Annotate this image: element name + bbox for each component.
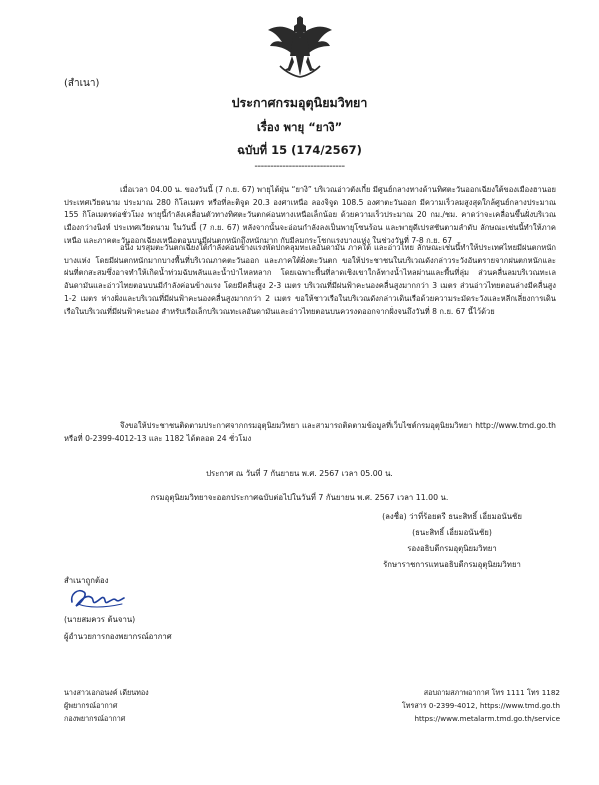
certifier-name: (นายสมควร ต้นจาน)	[64, 615, 136, 624]
paragraph-follow-updates: จึงขอให้ประชาชนติดตามประกาศจากกรมอุตุนิยมวิทยา และสามารถติดตามข้อมูลที่เว็บไซต์กรมอุตุนิยมวิทยา http://www.tmd.go.th หรือที่ 0-2399-4012-13 และ 1182 ได้ตลอด 24 ชั่วโมง	[64, 421, 556, 443]
next-issue-notice: กรมอุตุนิยมวิทยาจะออกประกาศฉบับต่อไปในวันที่ 7 กันยายน พ.ศ. 2567 เวลา 11.00 น.	[150, 493, 449, 502]
signer-name: (ธนะสิทธิ์ เอี่ยมอนันชัย)	[412, 528, 492, 537]
signer-acting-position: รักษาราชการแทนอธิบดีกรมอุตุนิยมวิทยา	[383, 560, 521, 569]
garuda-emblem-icon	[266, 16, 334, 78]
footer-right-line[interactable]: https://www.metalarm.tmd.go.th/service	[414, 714, 560, 723]
document-title: ประกาศกรมอุตุนิยมวิทยา	[231, 95, 368, 110]
footer-left-line: นางสาวเอกอนงค์ เดียนทอง	[64, 688, 149, 697]
footer-right-line: สอบถามสภาพอากาศ โทร 1111 โทร 1182	[423, 688, 560, 697]
certifier-position: ผู้อำนวยการกองพยากรณ์อากาศ	[64, 632, 172, 641]
paragraph-monsoon-warning: อนึ่ง มรสุมตะวันตกเฉียงใต้กำลังค่อนข้างแรงพัดปกคลุมทะเลอันดามัน ภาคใต้ และอ่าวไทย ลักษณะเช่นนี้ทำให้ประเทศไทยมีฝนตกหนักบางแห่ง โดยมีฝนตกหนักมากบางพื้นที่บริเวณภาคตะวันออก และภาคใต้ฝั่งตะวันตก ขอให้ประชาชนในบริเวณดังกล่าวระวังอันตรายจากฝนตกหนักและฝนที่ตกสะสมซึ่งอาจทำให้เกิดน้ำท่วมฉับพลันและน้ำป่าไหลหลาก โดยเฉพาะพื้นที่ลาดเชิงเขาใกล้ทางน้ำไหลผ่านและพื้นที่ลุ่ม ส่วนคลื่นลมบริเวณทะเลอันดามันและอ่าวไทยตอนบนมีกำลังค่อนข้างแรง โดยมีคลื่นสูง 2-3 เมตร บริเวณที่มีฝนฟ้าคะนองคลื่นสูงมากกว่า 3 เมตร ส่วนอ่าวไทยตอนล่างมีคลื่นสูง 1-2 เมตร ห่างฝั่งและบริเวณที่มีฝนฟ้าคะนองคลื่นสูงมากกว่า 2 เมตร ขอให้ชาวเรือในบริเวณดังกล่าวเดินเรือด้วยความระมัดระวังและหลีกเลี่ยงการเดินเรือในบริเวณที่มีฝนฟ้าคะนอง สำหรับเรือเล็กบริเวณทะเลอันดามันและอ่าวไทยตอนบนควรงดออกจากฝั่งจนถึงวันที่ 8 ก.ย. 67 นี้ไว้ด้วย	[64, 243, 556, 316]
issue-number: ฉบับที่ 15 (174/2567)	[237, 143, 362, 157]
issued-datetime: ประกาศ ณ วันที่ 7 กันยายน พ.ศ. 2567 เวลา 05.00 น.	[206, 469, 393, 478]
footer-right-line[interactable]: โทรสาร 0-2399-4012, https://www.tmd.go.th	[401, 701, 560, 710]
signer-position: รองอธิบดีกรมอุตุนิยมวิทยา	[407, 544, 497, 553]
footer-left-line: ผู้พยากรณ์อากาศ	[64, 701, 118, 710]
footer-left-line: กองพยากรณ์อากาศ	[64, 714, 126, 723]
footer-left	[64, 686, 149, 725]
title-separator: -----------------------------	[254, 161, 345, 172]
certified-copy-label: สำเนาถูกต้อง	[64, 576, 109, 585]
subject-line: เรื่อง พายุ “ยางิ”	[256, 120, 343, 134]
handwritten-signature	[68, 584, 128, 610]
paragraph-storm-status: เมื่อเวลา 04.00 น. ของวันนี้ (7 ก.ย. 67) พายุไต้ฝุ่น “ยางิ” บริเวณอ่าวตังเกี๋ย มีศูนย์กลางทางด้านทิศตะวันออกเฉียงใต้ของเมืองฮานอย ประเทศเวียดนาม ประมาณ 280 กิโลเมตร หรือที่ละติจูด 20.3 องศาเหนือ ลองจิจูด 108.5 องศาตะวันออก มีความเร็วลมสูงสุดใกล้ศูนย์กลางประมาณ 155 กิโลเมตรต่อชั่วโมง พายุนี้กำลังเคลื่อนตัวทางทิศตะวันตกค่อนทางเหนือเล็กน้อย ด้วยความเร็วประมาณ 20 กม./ชม. คาดว่าจะเคลื่อนขึ้นฝั่งบริเวณเมืองกว่างนิงห์ ประเทศเวียดนาม ในวันนี้ (7 ก.ย. 67) หลังจากนั้นจะอ่อนกำลังลงเป็นพายุโซนร้อน และพายุดีเปรสชันตามลำดับ ลักษณะเช่นนี้ทำให้ภาคเหนือ และภาคตะวันออกเฉียงเหนือตอนบนมีฝนตกหนักถึงหนักมาก กับมีลมกระโชกแรงบางแห่ง ในช่วงวันที่ 7-8 ก.ย. 67	[64, 185, 556, 245]
copy-label: (สำเนา)	[64, 78, 100, 89]
signer-signed-line: (ลงชื่อ) ว่าที่ร้อยตรี ธนะสิทธิ์ เอี่ยมอนันชัย	[382, 512, 522, 521]
footer-right	[402, 686, 560, 725]
